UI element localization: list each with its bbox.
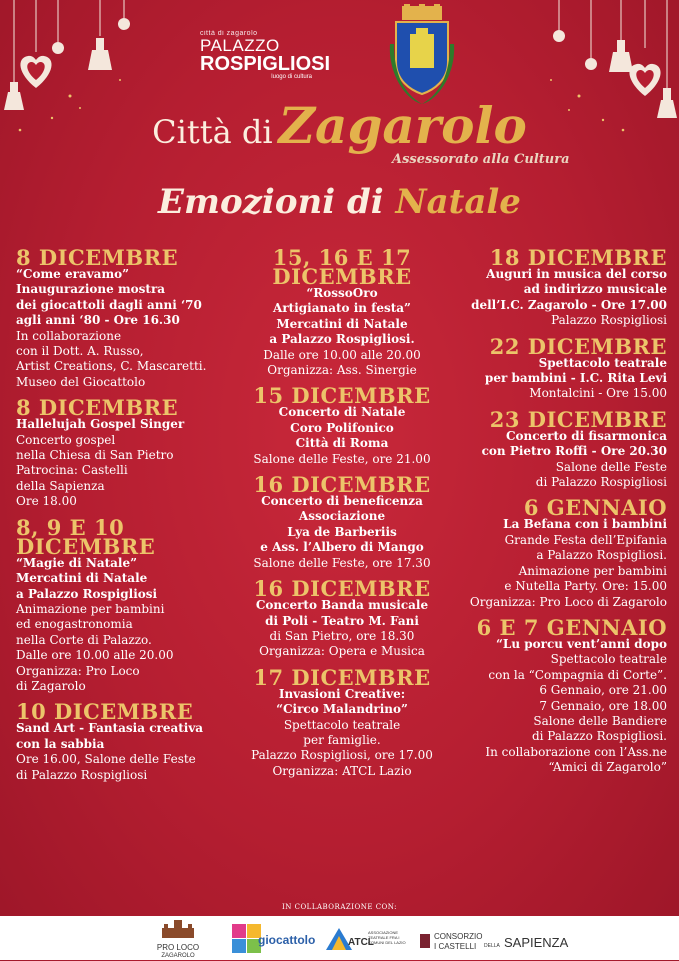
event-line: Grande Festa dell’Epifania	[504, 532, 667, 547]
event-line: “Magie di Natale”	[16, 555, 138, 570]
event-line: Auguri in musica del corso	[486, 267, 667, 281]
event-line: Organizza: Pro Loco di Zagarolo	[469, 594, 667, 609]
palazzo-post-text: luogo di cultura	[271, 74, 312, 80]
event-line: Organizza: ATCL Lazio	[272, 763, 412, 778]
event-line: Organizza: Ass. Sinergie	[267, 363, 417, 378]
event-line: Patrocina: Castelli	[16, 463, 128, 478]
consorzio-mark	[420, 934, 430, 948]
event-line: di Zagarolo	[16, 678, 86, 693]
event-line: Ore 16.00, Salone delle Feste	[16, 752, 196, 767]
event-line: La Befana con i bambini	[503, 517, 667, 532]
event-item	[462, 245, 667, 329]
palazzo-rospigliosi-logo	[200, 30, 360, 80]
events-column-1	[16, 245, 234, 791]
event-date: 18 DICEMBRE	[489, 245, 667, 270]
event-line: “Lu porcu vent’anni dopo	[496, 636, 667, 651]
event-line: Animazione per bambini	[16, 601, 165, 616]
event-line: Animazione per bambini	[518, 563, 667, 578]
event-line: Salone delle Bandiere	[533, 713, 667, 728]
palazzo-line2: ROSPIGLIOSI	[200, 53, 331, 75]
event-line: Salone delle Feste, ore 21.00	[253, 451, 431, 466]
event-line: a Palazzo Rospigliosi.	[269, 332, 415, 347]
consorzio-text-2: I CASTELLI	[434, 942, 477, 951]
event-line: Ore 18.00	[16, 494, 77, 509]
event-line: Dalle ore 10.00 alle 20.00	[16, 648, 174, 663]
event-line: Coro Polifonico	[290, 420, 394, 435]
events-column-3	[462, 245, 667, 784]
event-item	[16, 395, 234, 509]
event-date: 22 DICEMBRE	[489, 333, 667, 359]
event-date: 15 DICEMBRE	[253, 383, 431, 409]
event-line: “Amici di Zagarolo”	[548, 760, 667, 775]
citta-di-text: Città di	[152, 113, 273, 151]
consorzio-text-3: DELLA	[484, 943, 500, 949]
event-line: Organizza: Pro Loco	[16, 663, 140, 678]
consorzio-logo	[420, 920, 580, 958]
event-date: 17 DICEMBRE	[253, 664, 431, 690]
event-line: della Sapienza	[16, 478, 105, 493]
zagarolo-text: Zagarolo	[278, 96, 527, 155]
event-line: per bambini - I.C. Rita Levi	[484, 371, 667, 386]
event-line: Salone delle Feste, ore 17.30	[253, 555, 431, 570]
event-line: Città di Roma	[295, 436, 389, 451]
event-item	[462, 333, 667, 402]
event-line: Invasioni Creative:	[278, 686, 406, 701]
event-date: 8 DICEMBRE	[16, 395, 179, 421]
event-line: di Palazzo Rospigliosi	[535, 475, 667, 490]
event-item	[242, 576, 442, 660]
atcl-text: ATCL	[348, 937, 374, 948]
museo-text: giocattolo	[258, 933, 316, 947]
event-line: Sand Art - Fantasia creativa	[16, 721, 204, 736]
event-line: Lya de Barberiis	[287, 524, 397, 539]
event-line: Palazzo Rospigliosi	[551, 313, 667, 328]
event-line: e Ass. l’Albero di Mango	[260, 540, 424, 555]
collaboration-label: IN COLLABORAZIONE CON:	[281, 903, 398, 911]
palazzo-line1: PALAZZO	[200, 36, 280, 55]
event-line: con il Dott. A. Russo,	[16, 344, 144, 359]
page-title	[0, 96, 679, 155]
event-line: Concerto Banda musicale	[255, 598, 429, 613]
sponsor-footer	[0, 916, 679, 960]
event-date: 16 DICEMBRE	[253, 472, 431, 498]
assessorato-text: Assessorato alla Cultura	[392, 152, 570, 167]
event-line: di San Pietro, ore 18.30	[269, 628, 415, 643]
event-line: Concerto gospel	[16, 432, 116, 447]
event-item	[462, 406, 667, 491]
event-date: 23 DICEMBRE	[489, 406, 667, 432]
pro-loco-text-1: PRO LOCO	[156, 943, 200, 952]
event-line: Museo del Giocattolo	[16, 374, 146, 389]
event-line: 7 Gennaio, ore 18.00	[539, 698, 667, 713]
event-date: 8 DICEMBRE	[16, 245, 179, 270]
event-line: Spettacolo teatrale	[538, 355, 667, 370]
event-line: di Poli - Teatro M. Fani	[265, 613, 419, 628]
event-line: Artigianato in festa”	[273, 301, 411, 316]
event-line: Spettacolo teatrale	[283, 717, 401, 732]
emozioni-text: Emozioni di	[158, 182, 384, 222]
event-line: Palazzo Rospigliosi, ore 17.00	[251, 748, 433, 763]
event-line: In collaborazione	[16, 328, 122, 343]
event-line: Spettacolo teatrale	[550, 652, 667, 667]
event-line: Organizza: Opera e Musica	[259, 644, 425, 659]
event-line: con Pietro Roffi - Ore 20.30	[481, 444, 667, 459]
event-line: con la sabbia	[16, 736, 105, 751]
event-line: Montalcini - Ore 15.00	[529, 386, 667, 401]
event-line: dei giocattoli dagli anni ‘70	[16, 297, 202, 312]
event-item	[462, 495, 667, 609]
event-line: agli anni ‘80 - Ore 16.30	[16, 313, 180, 328]
event-date: 8, 9 E 10 DICEMBRE	[16, 514, 156, 559]
event-item	[16, 514, 234, 695]
event-line: Salone delle Feste	[555, 459, 667, 474]
event-line: Dalle ore 10.00 alle 20.00	[263, 347, 421, 362]
event-item	[462, 614, 667, 776]
event-line: Concerto di beneficenza	[261, 494, 423, 509]
event-date: 6 GENNAIO	[523, 495, 667, 521]
atcl-desc: ASSOCIAZIONE TEATRALE FRA I COMUNI DEL LAZIO	[368, 930, 406, 945]
event-line: Artist Creations, C. Mascaretti.	[16, 359, 207, 374]
palazzo-pre-text: città di zagarolo	[200, 30, 258, 37]
event-line: per famiglie.	[303, 732, 381, 747]
event-item	[242, 383, 442, 467]
event-line: con la “Compagnia di Corte”.	[488, 667, 667, 682]
event-line: Inaugurazione mostra	[16, 282, 166, 297]
pro-loco-text-2: ZAGAROLO	[161, 953, 195, 959]
event-line: Mercatini di Natale	[16, 571, 148, 586]
event-line: nella Chiesa di San Pietro	[16, 448, 174, 463]
event-line: In collaborazione con l’Ass.ne	[485, 744, 667, 759]
event-line: Concerto di Natale	[278, 405, 406, 420]
pro-loco-logo	[138, 920, 218, 958]
event-date: 6 E 7 GENNAIO	[476, 614, 667, 640]
atcl-logo	[326, 920, 406, 958]
events-column-2	[242, 245, 442, 787]
event-line: Mercatini di Natale	[276, 316, 408, 331]
event-line: a Palazzo Rospigliosi.	[536, 548, 667, 563]
event-line: di Palazzo Rospigliosi.	[531, 729, 667, 744]
event-line: “RossoOro	[306, 286, 378, 300]
event-line: 6 Gennaio, ore 21.00	[539, 683, 667, 698]
event-line: a Palazzo Rospigliosi	[16, 586, 158, 601]
consorzio-text-4: SAPIENZA	[504, 935, 569, 950]
event-title	[0, 182, 679, 222]
event-line: e Nutella Party. Ore: 15.00	[504, 579, 667, 594]
event-item	[242, 245, 442, 378]
event-line: ad indirizzo musicale	[523, 282, 667, 297]
event-item	[16, 699, 234, 783]
event-line: nella Corte di Palazzo.	[16, 632, 152, 647]
event-item	[242, 664, 442, 779]
consorzio-text-1: CONSORZIO	[434, 932, 483, 941]
event-line: Hallelujah Gospel Singer	[16, 417, 185, 432]
event-line: “Circo Malandrino”	[276, 702, 408, 717]
event-line: Concerto di fisarmonica	[505, 428, 667, 443]
event-line: Associazione	[298, 509, 386, 524]
castle-icon	[158, 920, 198, 938]
header	[0, 0, 679, 230]
event-date: 10 DICEMBRE	[16, 699, 194, 725]
museo-giocattolo-logo	[232, 920, 316, 958]
event-date: 15, 16 E 17 DICEMBRE	[272, 245, 412, 289]
event-item	[16, 245, 234, 390]
event-line: ed enogastronomia	[16, 617, 133, 632]
event-line: “Come eravamo”	[16, 267, 130, 281]
event-line: dell’I.C. Zagarolo - Ore 17.00	[471, 297, 667, 312]
zagarolo-crest-icon	[388, 4, 456, 108]
event-date: 16 DICEMBRE	[253, 576, 431, 602]
natale-text: Natale	[395, 182, 521, 222]
event-item	[242, 472, 442, 571]
event-line: di Palazzo Rospigliosi	[16, 767, 148, 782]
